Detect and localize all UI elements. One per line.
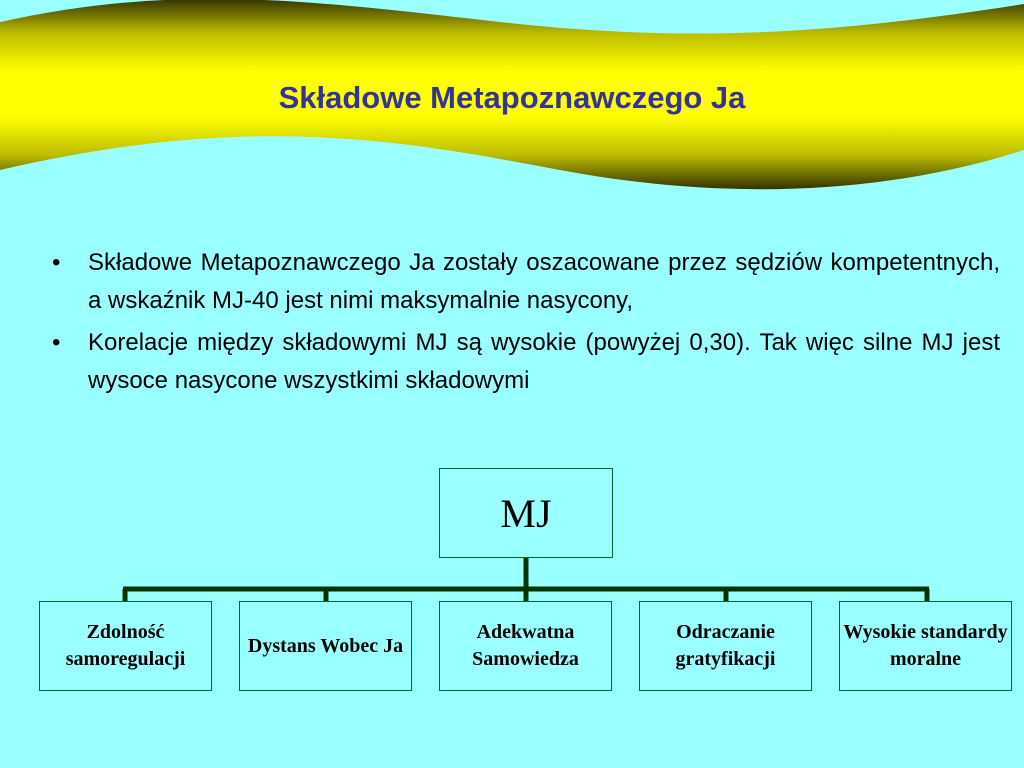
bullet-item xyxy=(48,244,1000,320)
slide-title: Składowe Metapoznawczego Ja xyxy=(278,80,746,115)
bullet-text: Składowe Metapoznawczego Ja zostały oszacowane przez sędziów kompetentnych, a wskaźnik MJ-40 jest nimi maksymalnie nasycony, xyxy=(88,249,1000,314)
bullet-dot-icon: • xyxy=(52,249,61,276)
bullet-list xyxy=(48,244,1000,404)
bullet-text: Korelacje między składowymi MJ są wysokie (powyżej 0,30). Tak więc silne MJ jest wysoce nasycone wszystkimi składowymi xyxy=(88,329,1000,394)
root-node-mj: MJ xyxy=(439,468,613,558)
node-adekwatna-samowiedza: Adekwatna Samowiedza xyxy=(439,601,612,691)
node-wysokie-standardy-moralne: Wysokie standardy moralne xyxy=(839,601,1012,691)
bullet-dot-icon: • xyxy=(52,329,61,356)
node-dystans-wobec-ja: Dystans Wobec Ja xyxy=(239,601,412,691)
node-odraczanie-gratyfikacji: Odraczanie gratyfikacji xyxy=(639,601,812,691)
bullet-item xyxy=(48,324,1000,400)
node-zdolnosc-samoregulacji: Zdolność samoregulacji xyxy=(39,601,212,691)
